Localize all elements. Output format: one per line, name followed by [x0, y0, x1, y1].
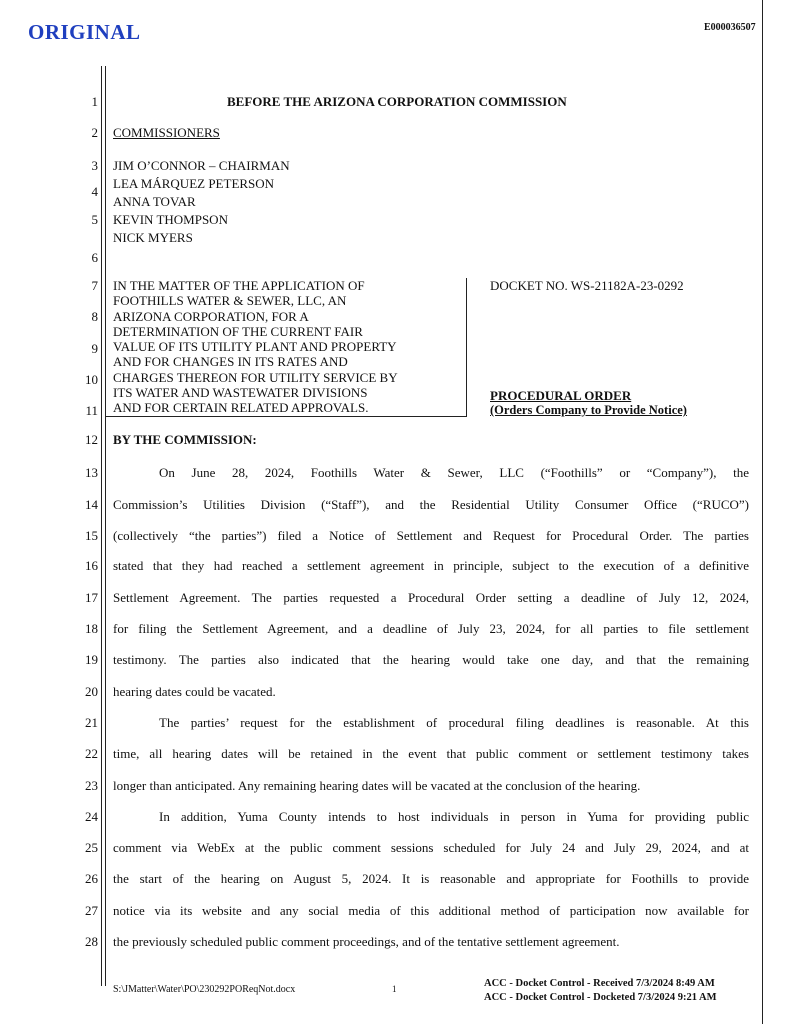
body-text-line: the previously scheduled public comment proceedings, and of the tentative settlement agreement.	[113, 934, 620, 949]
caption-line: AND FOR CERTAIN RELATED APPROVALS.	[113, 400, 369, 416]
court-heading: BEFORE THE ARIZONA CORPORATION COMMISSION	[227, 94, 567, 109]
line-number: 9	[91, 341, 98, 356]
line-number: 7	[91, 278, 98, 293]
left-margin-rule-outer	[101, 66, 102, 986]
line-number: 18	[85, 621, 98, 636]
body-text-line: stated that they had reached a settlement agreement in principle, subject to the execution of a definitive	[113, 558, 749, 573]
line-number: 27	[85, 903, 98, 918]
line-number: 13	[85, 465, 98, 480]
line-number: 10	[85, 372, 98, 387]
line-number: 17	[85, 590, 98, 605]
original-stamp: ORIGINAL	[28, 20, 141, 44]
line-number: 25	[85, 840, 98, 855]
commissioner-name: JIM O’CONNOR – CHAIRMAN	[113, 158, 290, 173]
caption-line: FOOTHILLS WATER & SEWER, LLC, AN	[113, 293, 347, 309]
body-text-line: longer than anticipated. Any remaining hearing dates will be vacated at the conclusion of the hearing.	[113, 778, 641, 793]
caption-line: AND FOR CHANGES IN ITS RATES AND	[113, 354, 348, 370]
body-text-line: Commission’s Utilities Division (“Staff”), and the Residential Utility Consumer Office (“RUCO”)	[113, 497, 749, 512]
received-stamp: ACC - Docket Control - Received 7/3/2024 8:49 AM	[484, 978, 715, 989]
line-number: 15	[85, 528, 98, 543]
body-text-line: In addition, Yuma County intends to host individuals in person in Yuma for providing public	[159, 809, 749, 824]
file-path: S:\JMatter\Water\PO\230292POReqNot.docx	[113, 984, 296, 995]
commissioner-name: KEVIN THOMPSON	[113, 212, 228, 227]
caption-line: ITS WATER AND WASTEWATER DIVISIONS	[113, 385, 368, 401]
body-text-line: testimony. The parties also indicated that the hearing would take one day, and that the remaining	[113, 652, 749, 667]
body-text-line: (collectively “the parties”) filed a Notice of Settlement and Request for Procedural Order. The parties	[113, 528, 749, 543]
body-text-line: for filing the Settlement Agreement, and a deadline of July 23, 2024, for all parties to file settlement	[113, 621, 749, 636]
case-caption	[113, 278, 398, 416]
line-number: 21	[85, 715, 98, 730]
line-number: 3	[91, 158, 98, 173]
line-number: 24	[85, 809, 98, 824]
line-number: 5	[91, 212, 98, 227]
line-number: 11	[85, 403, 98, 418]
line-number: 14	[85, 497, 98, 512]
line-number: 8	[91, 309, 98, 324]
body-text-line: hearing dates could be vacated.	[113, 684, 276, 699]
line-number: 1	[91, 94, 98, 109]
caption-bracket-vertical	[466, 278, 467, 416]
caption-line: ARIZONA CORPORATION, FOR A	[113, 308, 309, 324]
body-text-line: notice via its website and any social media of this additional method of participation now available for	[113, 903, 749, 918]
left-margin-rule-inner	[105, 66, 106, 986]
line-number: 12	[85, 432, 98, 447]
line-number: 20	[85, 684, 98, 699]
order-subtitle: (Orders Company to Provide Notice)	[490, 403, 687, 417]
line-number: 4	[91, 184, 98, 199]
line-number: 16	[85, 558, 98, 573]
body-text-line: the start of the hearing on August 5, 2024. It is reasonable and appropriate for Foothills to provide	[113, 871, 749, 886]
body-text-line: Settlement Agreement. The parties requested a Procedural Order setting a deadline of July 12, 2024,	[113, 590, 749, 605]
line-number: 28	[85, 934, 98, 949]
commissioner-name: NICK MYERS	[113, 230, 193, 245]
docketed-stamp: ACC - Docket Control - Docketed 7/3/2024 9:21 AM	[484, 992, 717, 1003]
line-number: 6	[91, 250, 98, 265]
body-text-line: comment via WebEx at the public comment sessions scheduled for July 24 and July 29, 2024, and at	[113, 840, 749, 855]
caption-line: IN THE MATTER OF THE APPLICATION OF	[113, 278, 365, 293]
by-the-commission: BY THE COMMISSION:	[113, 432, 257, 447]
body-text-line: time, all hearing dates will be retained in the event that public comment or settlement testimony takes	[113, 746, 749, 761]
docket-number: DOCKET NO. WS-21182A-23-0292	[490, 278, 684, 293]
caption-line: DETERMINATION OF THE CURRENT FAIR	[113, 323, 363, 339]
commissioner-name: LEA MÁRQUEZ PETERSON	[113, 176, 275, 191]
line-number: 23	[85, 778, 98, 793]
caption-line: CHARGES THEREON FOR UTILITY SERVICE BY	[113, 369, 398, 385]
line-number: 26	[85, 871, 98, 886]
caption-bracket-bottom	[106, 416, 467, 417]
line-number: 19	[85, 652, 98, 667]
right-margin-rule	[762, 0, 763, 1024]
commissioners-label: COMMISSIONERS	[113, 125, 220, 140]
page-number: 1	[392, 984, 397, 994]
commissioner-name: ANNA TOVAR	[113, 194, 196, 209]
line-number: 2	[91, 125, 98, 140]
body-text-line: The parties’ request for the establishment of procedural filing deadlines is reasonable. At this	[159, 715, 749, 730]
document-id: E000036507	[704, 22, 756, 33]
caption-line: VALUE OF ITS UTILITY PLANT AND PROPERTY	[113, 339, 397, 355]
body-text-line: On June 28, 2024, Foothills Water & Sewer, LLC (“Foothills” or “Company”), the	[159, 465, 749, 480]
order-title: PROCEDURAL ORDER	[490, 388, 632, 403]
line-number: 22	[85, 746, 98, 761]
